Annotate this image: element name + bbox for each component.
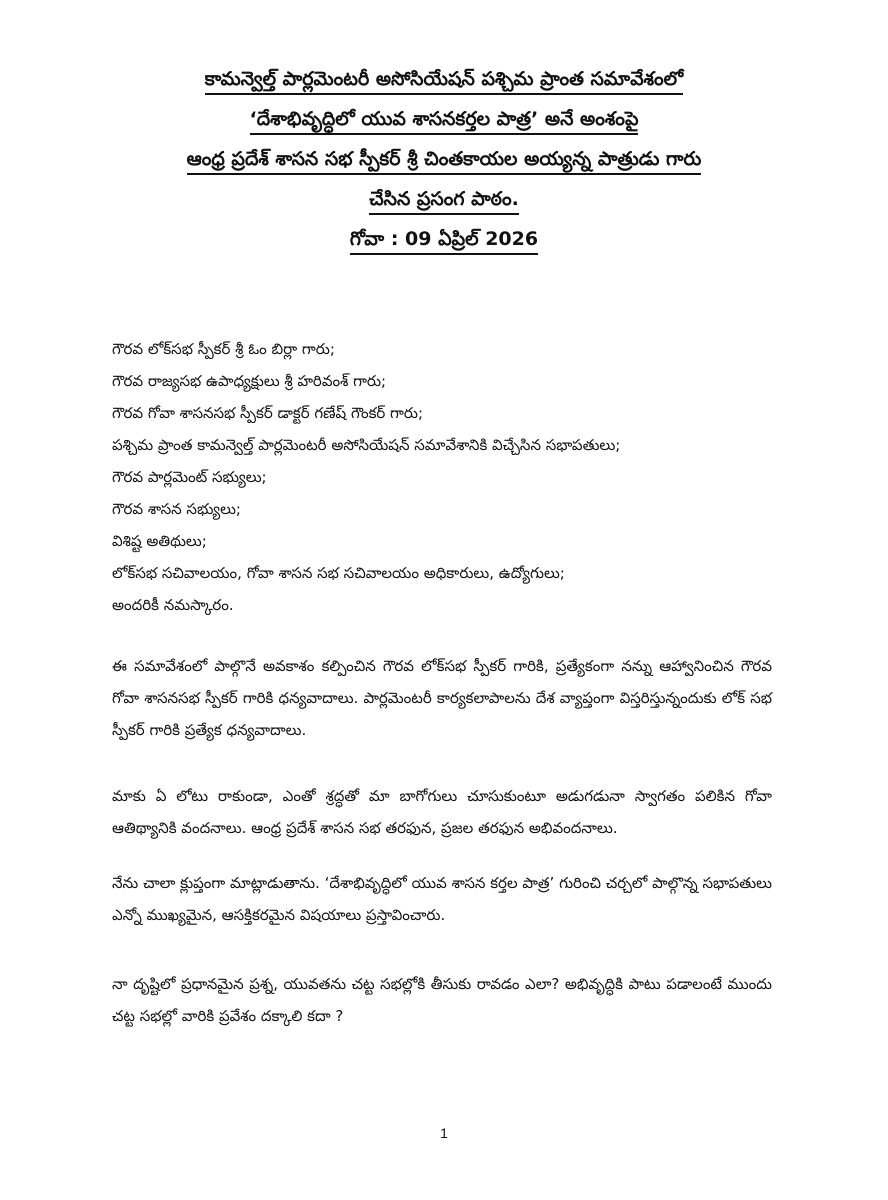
salutation-line: గౌరవ గోవా శాసనసభ స్పీకర్ డాక్టర్ గణేష్ గౌంకర్ గారు; bbox=[112, 404, 424, 422]
salutation-line: లోక్‌సభ సచివాలయం, గోవా శాసన సభ సచివాలయం అధికారులు, ఉద్యోగులు; bbox=[112, 564, 565, 582]
title-date-line: గోవా : 09 ఏప్రిల్ 2026 bbox=[350, 226, 538, 255]
paragraph-question: నా దృష్టిలో ప్రధానమైన ప్రశ్న, యువతను చట్ట సభల్లోకి తీసుకు రావడం ఎలా? అభివృద్ధికి పాటు పడాలంటే ముందు చట్ట సభల్లో వారికి ప్రవేశం దక్కాలి కదా ? bbox=[112, 975, 772, 1025]
paragraph-topic: నేను చాలా క్లుప్తంగా మాట్లాడుతాను. ‘దేశాభివృద్ధిలో యువ శాసన కర్తల పాత్ర’ గురించి చర్చలో పాల్గొన్న సభాపతులు ఎన్నో ముఖ్యమైన, ఆసక్తికరమైన విషయాలు ప్రస్తావించారు. bbox=[112, 874, 772, 924]
salutation-line: పశ్చిమ ప్రాంత కామన్వెల్త్ పార్లమెంటరీ అసోసియేషన్ సమావేశానికి విచ్చేసిన సభాపతులు; bbox=[112, 436, 621, 454]
title-line-4: చేసిన ప్రసంగ పాఠం. bbox=[369, 186, 519, 215]
page-number: 1 bbox=[440, 1125, 448, 1141]
title-line-1: కామన్వెల్త్ పార్లమెంటరీ అసోసియేషన్ పశ్చిమ ప్రాంత సమావేశంలో bbox=[205, 66, 683, 95]
title-line-3: ఆంధ్ర ప్రదేశ్ శాసన సభ స్పీకర్ శ్రీ చింతకాయల అయ్యన్న పాత్రుడు గారు bbox=[187, 146, 702, 175]
speech-title-block bbox=[0, 66, 888, 266]
salutation-list bbox=[112, 333, 812, 621]
paragraph-hospitality: మాకు ఏ లోటు రాకుండా, ఎంతో శ్రద్ధతో మా బాగోగులు చూసుకుంటూ అడుగడునా స్వాగతం పలికిన గోవా ఆతిథ్యానికి వందనాలు. ఆంధ్ర ప్రదేశ్ శాసన సభ తరఫున, ప్రజల తరఫున అభివందనాలు. bbox=[112, 787, 772, 837]
salutation-line: అందరికీ నమస్కారం. bbox=[112, 596, 234, 614]
salutation-line: గౌరవ శాసన సభ్యులు; bbox=[112, 500, 241, 518]
salutation-line: గౌరవ రాజ్యసభ ఉపాధ్యక్షులు శ్రీ హరివంశ్ గారు; bbox=[112, 372, 387, 390]
title-line-2: ‘దేశాభివృద్ధిలో యువ శాసనకర్తల పాత్ర’ అనే అంశంపై bbox=[250, 106, 639, 135]
paragraph-thanks: ఈ సమావేశంలో పాల్గొనే అవకాశం కల్పించిన గౌరవ లోక్‌సభ స్పీకర్ గారికి, ప్రత్యేకంగా నన్ను ఆహ్వానించిన గౌరవ గోవా శాసనసభ స్పీకర్ గారికి ధన్యవాదాలు. పార్లమెంటరీ కార్యకలాపాలను దేశ వ్యాప్తంగా విస్తరిస్తున్నందుకు లోక్ సభ స్పీకర్ గారికి ప్రత్యేక ధన్యవాదాలు. bbox=[112, 657, 772, 739]
salutation-line: గౌరవ లోక్‌సభ స్పీకర్ శ్రీ ఓం బిర్లా గారు; bbox=[112, 340, 335, 358]
salutation-line: గౌరవ పార్లమెంట్ సభ్యులు; bbox=[112, 468, 267, 486]
salutation-line: విశిష్ట అతిథులు; bbox=[112, 532, 207, 550]
